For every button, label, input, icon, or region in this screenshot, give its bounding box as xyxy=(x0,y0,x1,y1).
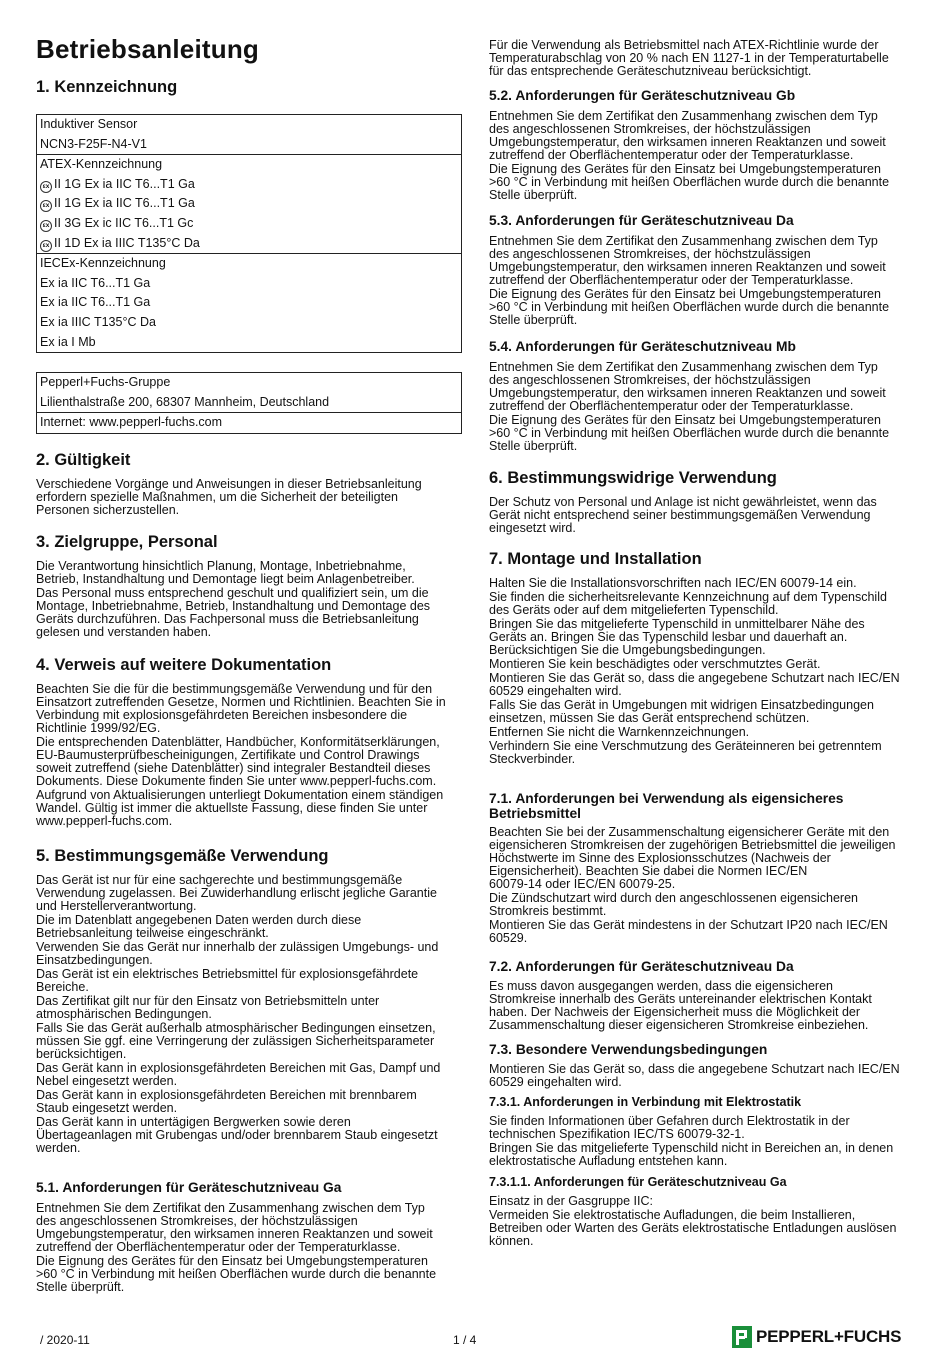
marking-line: εx II 1G Ex ia IIC T6...T1 Ga xyxy=(37,175,461,195)
paragraph: Entnehmen Sie dem Zertifikat den Zusammenhang zwischen dem Typ des angeschlossenen Stromkreises, der höchstzulässigen Umgebungstemperatur, den wirksamen inneren Reaktanzen und soweit zutreffend der Oberflächentemperatur oder der Temperaturklasse. xyxy=(489,109,886,162)
subsection-heading-besondere: 7.3. Besondere Verwendungsbedingungen xyxy=(489,1042,768,1057)
manufacturer-line: Internet: www.pepperl-fuchs.com xyxy=(40,415,223,430)
subsubsection-heading-elektrostatik: 7.3.1. Anforderungen in Verbindung mit Elektrostatik xyxy=(489,1095,802,1109)
marking-line: Ex ia IIIC T135°C Da xyxy=(40,314,156,329)
marking-table xyxy=(36,114,462,353)
paragraph: Die im Datenblatt angegebenen Daten werden durch diese Betriebsanleitung teilweise eingeschränkt. xyxy=(36,913,362,940)
footer-date: / 2020-11 xyxy=(40,1333,90,1347)
manufacturer-table xyxy=(36,372,462,434)
subsection-heading-gb: 5.2. Anforderungen für Geräteschutzniveau Gb xyxy=(489,88,796,103)
pf-logo-icon xyxy=(732,1326,752,1348)
section-body xyxy=(489,496,915,536)
paragraph: Sie finden die sicherheitsrelevante Kennzeichnung auf dem Typenschild des Geräts oder auf dem mitgelieferten Typenschild. xyxy=(489,590,887,617)
paragraph: Die Eignung des Gerätes für den Einsatz bei Umgebungstemperaturen >60 °C in Verbindung mit heißen Oberflächen wurde durch die benannte Stelle überprüft. xyxy=(36,1254,437,1294)
paragraph: Die Eignung des Gerätes für den Einsatz bei Umgebungstemperaturen >60 °C in Verbindung mit heißen Oberflächen wurde durch die benannte Stelle überprüft. xyxy=(489,287,890,327)
paragraph: Für die Verwendung als Betriebsmittel nach ATEX-Richtlinie wurde der Temperaturabschlag von 20 % nach EN 1127-1 in der Temperaturtabelle für das entsprechende Geräteschutzniveau berücksichtigt. xyxy=(489,38,889,78)
paragraph: Sie finden Informationen über Gefahren durch Elektrostatik in der technischen Spezifikation IEC/TS 60079-32-1. xyxy=(489,1114,850,1141)
paragraph: Die Eignung des Gerätes für den Einsatz bei Umgebungstemperaturen >60 °C in Verbindung mit heißen Oberflächen wurde durch die benannte Stelle überprüft. xyxy=(489,413,890,453)
marking-line: εx II 1G Ex ia IIC T6...T1 Ga xyxy=(37,194,461,214)
paragraph: Verwenden Sie das Gerät nur innerhalb der zulässigen Umgebungs- und Einsatzbedingungen. xyxy=(36,940,439,967)
manufacturer-line: Lilienthalstraße 200, 68307 Mannheim, Deutschland xyxy=(40,394,330,409)
paragraph: Die entsprechenden Datenblätter, Handbücher, Konformitätserklärungen, EU-Baumusterprüfbescheinigungen, Zertifikate und Control Drawings soweit zutreffend (siehe Datenblätter) sind integraler Bestandteil dieses Dokuments. Diese Dokumente finden Sie unter www.pepperl-fuchs.com. xyxy=(36,735,440,788)
marking-section-iecex xyxy=(37,253,461,352)
section-body xyxy=(489,39,915,79)
marking-line: εx II 3G Ex ic IIC T6...T1 Gc xyxy=(37,214,461,234)
paragraph: Das Zertifikat gilt nur für den Einsatz von Betriebsmitteln unter atmosphärischen Bedingungen. xyxy=(36,994,380,1021)
paragraph: Entfernen Sie nicht die Warnkennzeichnungen. xyxy=(489,725,750,739)
paragraph: Das Gerät ist ein elektrisches Betriebsmittel für explosionsgefährdete Bereiche. xyxy=(36,967,419,994)
document-title: Betriebsanleitung xyxy=(36,34,259,64)
ex-symbol-icon: εx xyxy=(40,181,52,193)
footer-page-number: 1 / 4 xyxy=(453,1333,477,1347)
section-heading-dokumentation: 4. Verweis auf weitere Dokumentation xyxy=(36,656,332,674)
marking-line: Ex ia IIC T6...T1 Ga xyxy=(40,275,151,290)
section-body xyxy=(489,980,915,1033)
paragraph: Montieren Sie das Gerät so, dass die angegebene Schutzart nach IEC/EN 60529 eingehalten wird. xyxy=(489,671,900,698)
paragraph: Beachten Sie die für die bestimmungsgemäße Verwendung und für den Einsatzort zutreffenden Gesetze, Normen und Richtlinien. Beachten Sie in Verbindung mit explosionsgefährdeten Bereichen insbesondere die Richtlinie 1999/92/EG. xyxy=(36,682,446,735)
paragraph: Falls Sie das Gerät außerhalb atmosphärischer Bedingungen einsetzen, müssen Sie ggf. eine Verringerung der zulässigen Sicherheitsparameter berücksichtigen. xyxy=(36,1021,436,1061)
section-body xyxy=(36,560,462,640)
section-body xyxy=(489,826,915,946)
ex-symbol-icon: εx xyxy=(40,240,52,252)
section-heading-zielgruppe: 3. Zielgruppe, Personal xyxy=(36,533,218,551)
marking-section-sensor xyxy=(37,115,461,154)
paragraph: Das Gerät kann in explosionsgefährdeten Bereichen mit brennbarem Staub eingesetzt werden. xyxy=(36,1088,417,1115)
marking-line: NCN3-F25F-N4-V1 xyxy=(40,136,147,151)
marking-line: Induktiver Sensor xyxy=(40,117,138,131)
paragraph: Beachten Sie bei der Zusammenschaltung eigensicherer Geräte mit den eigensicheren Stromkreisen der zugehörigen Betriebsmittel die jeweiligen Höchstwerte im Sinne des Explosionsschutzes (Nachweis der Eigensicherheit). Beachten Sie dabei die Normen IEC/EN 60079-14 oder IEC/EN 60079-25. xyxy=(489,825,896,891)
paragraph: Montieren Sie kein beschädigtes oder verschmutztes Gerät. xyxy=(489,657,821,671)
section-body xyxy=(489,577,915,767)
marking-line: Ex ia IIC T6...T1 Ga xyxy=(40,295,151,310)
paragraph: Das Gerät ist nur für eine sachgerechte und bestimmungsgemäße Verwendung zugelassen. Bei Zuwiderhandlung erlischt jegliche Garantie und Herstellerverantwortung. xyxy=(36,873,437,913)
section-body xyxy=(489,110,915,203)
logo-text: PEPPERL+FUCHS xyxy=(756,1327,902,1346)
paragraph: Falls Sie das Gerät in Umgebungen mit widrigen Einsatzbedingungen einsetzen, müssen Sie das Gerät entsprechend schützen. xyxy=(489,698,874,725)
section-body xyxy=(489,1195,915,1249)
paragraph: Entnehmen Sie dem Zertifikat den Zusammenhang zwischen dem Typ des angeschlossenen Stromkreises, der höchstzulässigen Umgebungstemperatur, den wirksamen inneren Reaktanzen und soweit zutreffend der Oberflächentemperatur oder der Temperaturklasse. xyxy=(489,234,886,287)
ex-symbol-icon: εx xyxy=(40,200,52,212)
subsection-heading-mb: 5.4. Anforderungen für Geräteschutzniveau Mb xyxy=(489,339,796,354)
section-body xyxy=(489,1115,915,1169)
ex-symbol-icon: εx xyxy=(40,220,52,232)
paragraph: Halten Sie die Installationsvorschriften nach IEC/EN 60079-14 ein. xyxy=(489,576,857,590)
paragraph: Montieren Sie das Gerät so, dass die angegebene Schutzart nach IEC/EN 60529 eingehalten wird. xyxy=(489,1062,900,1089)
paragraph: Das Personal muss entsprechend geschult und qualifiziert sein, um die Montage, Inbetriebnahme, Betrieb, Instandhaltung und Demontage des Geräts durchzuführen. Das Fachpersonal muss die Betriebsanleitung gelesen und verstanden haben. xyxy=(36,586,431,639)
subsection-heading-da: 5.3. Anforderungen für Geräteschutzniveau Da xyxy=(489,213,794,228)
section-body xyxy=(36,478,462,518)
subsubsection-heading-ga-7311: 7.3.1.1. Anforderungen für Geräteschutzniveau Ga xyxy=(489,1175,787,1189)
paragraph: Vermeiden Sie elektrostatische Aufladungen, die beim Installieren, Betreiben oder Warten des Geräts elektrostatische Entladungen auslösen können. xyxy=(489,1208,897,1248)
paragraph: Bringen Sie das mitgelieferte Typenschild nicht in Bereichen an, in denen elektrostatische Aufladung entstehen kann. xyxy=(489,1141,894,1168)
manufacturer-address xyxy=(37,373,461,412)
subsection-heading-ga: 5.1. Anforderungen für Geräteschutzniveau Ga xyxy=(36,1180,342,1195)
subsection-heading-da-72: 7.2. Anforderungen für Geräteschutzniveau Da xyxy=(489,959,794,974)
paragraph: Verschiedene Vorgänge und Anweisungen in dieser Betriebsanleitung erfordern spezielle Maßnahmen, um die Sicherheit der beteiligten Personen sicherzustellen. xyxy=(36,477,422,517)
paragraph: Montieren Sie das Gerät mindestens in der Schutzart IP20 nach IEC/EN 60529. xyxy=(489,918,888,945)
section-body xyxy=(36,874,462,1156)
paragraph: Das Gerät kann in explosionsgefährdeten Bereichen mit Gas, Dampf und Nebel eingesetzt werden. xyxy=(36,1061,441,1088)
paragraph: Entnehmen Sie dem Zertifikat den Zusammenhang zwischen dem Typ des angeschlossenen Stromkreises, der höchstzulässigen Umgebungstemperatur, den wirksamen inneren Reaktanzen und soweit zutreffend der Oberflächentemperatur oder der Temperaturklasse. xyxy=(36,1201,433,1254)
section-body xyxy=(489,361,915,454)
paragraph: Die Eignung des Gerätes für den Einsatz bei Umgebungstemperaturen >60 °C in Verbindung mit heißen Oberflächen wurde durch die benannte Stelle überprüft. xyxy=(489,162,890,202)
company-logo xyxy=(732,1325,901,1349)
paragraph: Einsatz in der Gasgruppe IIC: xyxy=(489,1194,653,1208)
marking-line: ATEX-Kennzeichnung xyxy=(40,157,163,172)
paragraph: Das Gerät kann in untertägigen Bergwerken sowie deren Übertageanlagen mit Grubengas und/oder brennbarem Staub eingesetzt werden. xyxy=(36,1115,438,1155)
section-heading-gueltigkeit: 2. Gültigkeit xyxy=(36,451,131,469)
manufacturer-line: Pepperl+Fuchs-Gruppe xyxy=(40,375,171,389)
marking-line: Ex ia I Mb xyxy=(40,334,96,349)
paragraph: Aufgrund von Aktualisierungen unterliegt Dokumentation einem ständigen Wandel. Gültig ist immer die aktuellste Fassung, diese finden Sie unter www.pepperl-fuchs.com. xyxy=(36,788,444,828)
paragraph: Bringen Sie das mitgelieferte Typenschild in unmittelbarer Nähe des Geräts an. Bringen Sie das Typenschild lesbar und dauerhaft an. Berücksichtigen Sie die Umgebungsbedingungen. xyxy=(489,617,865,657)
section-heading-bestimmungswidrig: 6. Bestimmungswidrige Verwendung xyxy=(489,469,777,487)
manufacturer-web xyxy=(37,412,461,433)
marking-line: εx II 1D Ex ia IIIC T135°C Da xyxy=(37,234,461,254)
section-body xyxy=(489,1063,915,1090)
paragraph: Die Zündschutzart wird durch den angeschlossenen eigensicheren Stromkreis bestimmt. xyxy=(489,891,858,918)
section-body xyxy=(489,235,915,328)
section-heading-kennzeichnung: 1. Kennzeichnung xyxy=(36,78,178,96)
section-body xyxy=(36,1202,462,1295)
marking-line: IECEx-Kennzeichnung xyxy=(40,256,166,271)
marking-section-atex xyxy=(37,154,461,253)
section-heading-montage: 7. Montage und Installation xyxy=(489,550,702,568)
paragraph: Entnehmen Sie dem Zertifikat den Zusammenhang zwischen dem Typ des angeschlossenen Stromkreises, der höchstzulässigen Umgebungstemperatur, den wirksamen inneren Reaktanzen und soweit zutreffend der Oberflächentemperatur oder der Temperaturklasse. xyxy=(489,360,886,413)
section-heading-verwendung: 5. Bestimmungsgemäße Verwendung xyxy=(36,847,329,865)
paragraph: Verhindern Sie eine Verschmutzung des Geräteinneren bei getrenntem Steckverbinder. xyxy=(489,739,882,766)
paragraph: Es muss davon ausgegangen werden, dass die eigensicheren Stromkreise innerhalb des Geräts untereinander elektrischen Kontakt haben. Der Nachweis der Eigensicherheit muss die Möglichkeit der Zusammenschaltung dieser eigensicheren Stromkreise einbeziehen. xyxy=(489,979,872,1032)
subsection-heading-eigensicher: 7.1. Anforderungen bei Verwendung als eigensicheres Betriebsmittel xyxy=(489,791,844,821)
section-body xyxy=(36,683,462,829)
paragraph: Der Schutz von Personal und Anlage ist nicht gewährleistet, wenn das Gerät nicht entsprechend seiner bestimmungsgemäßen Verwendung eingesetzt wird. xyxy=(489,495,877,535)
paragraph: Die Verantwortung hinsichtlich Planung, Montage, Inbetriebnahme, Betrieb, Instandhaltung und Demontage liegt beim Anlagenbetreiber. xyxy=(36,559,415,586)
